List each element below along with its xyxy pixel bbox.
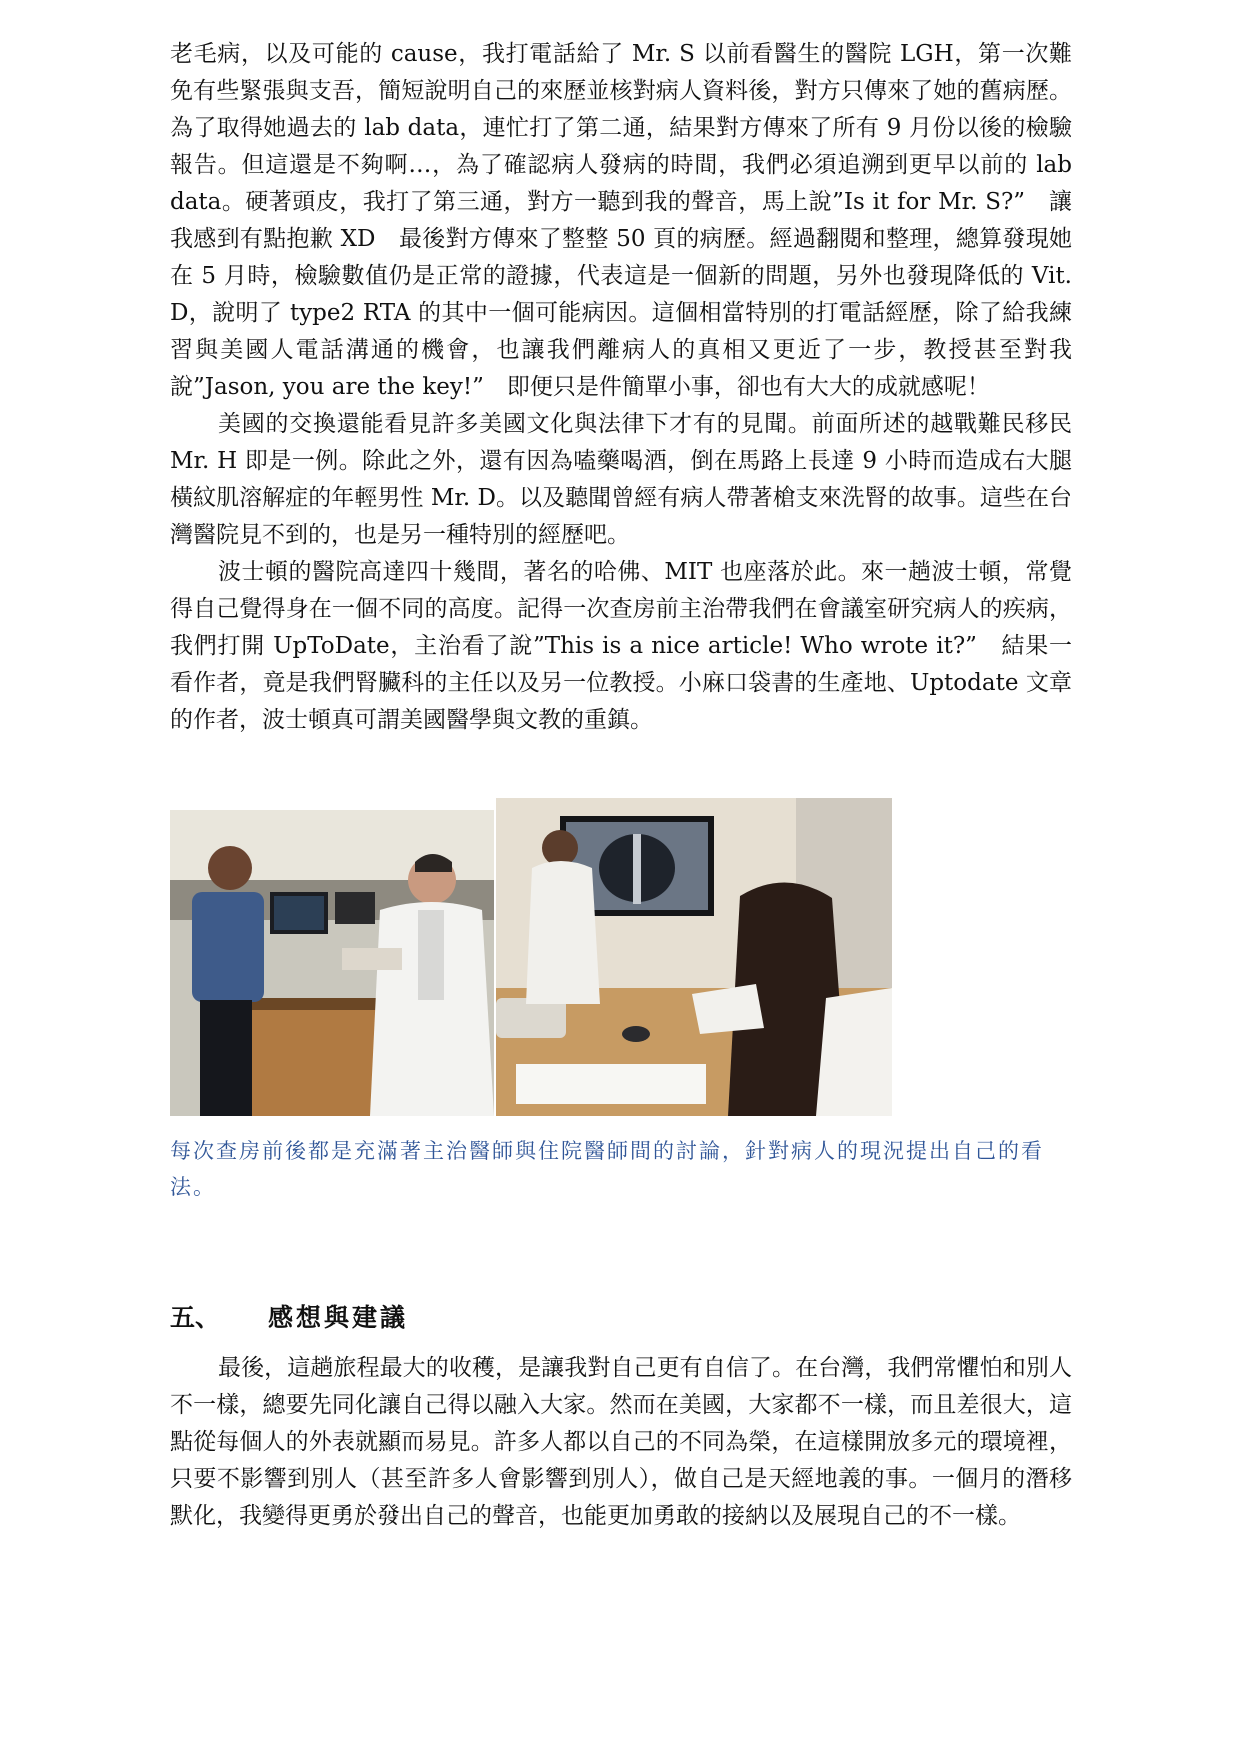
xray-review-photo (496, 798, 892, 1116)
paragraph-culture: 美國的交換還能看見許多美國文化與法律下才有的見聞。前面所述的越戰難民移民 Mr. H 即是一例。除此之外，還有因為嗑藥喝酒，倒在馬路上長達 9 小時而造成右大腿橫紋肌溶解症的年輕男性 Mr. D。以及聽聞曾經有病人帶著槍支來洗腎的故事。這些在台灣醫院見不到的，也是另一種特別的經歷吧。 (170, 411, 1072, 548)
section-heading (170, 1298, 408, 1334)
paragraph-phone-calls: 老毛病，以及可能的 cause，我打電話給了 Mr. S 以前看醫生的醫院 LGH，第一次難免有些緊張與支吾，簡短說明自己的來歷並核對病人資料後，對方只傳來了她的舊病歷。為了取得她過去的 lab data，連忙打了第二通，結果對方傳來了所有 9 月份以後的檢驗報告。但這還是不夠啊…，為了確認病人發病的時間，我們必須追溯到更早以前的 lab data。硬著頭皮，我打了第三通，對方一聽到我的聲音，馬上說”Is it for Mr. S?” 讓我感到有點抱歉 XD 最後對方傳來了整整 50 頁的病歷。經過翻閱和整理，總算發現她在 5 月時，檢驗數值仍是正常的證據，代表這是一個新的問題，另外也發現降低的 Vit. D，說明了 type2 RTA 的其中一個可能病因。這個相當特別的打電話經歷，除了給我練習與美國人電話溝通的機會，也讓我們離病人的真相又更近了一步，教授甚至對我說”Jason, you are the key!” 即便只是件簡單小事，卻也有大大的成就感呢！ (170, 41, 1072, 400)
section-number: 五、 (170, 1303, 221, 1332)
section-title: 感想與建議 (268, 1303, 409, 1332)
photo-row (170, 798, 892, 1116)
paragraph-conclusion: 最後，這趟旅程最大的收穫，是讓我對自己更有自信了。在台灣，我們常懼怕和別人不一樣，總要先同化讓自己得以融入大家。然而在美國，大家都不一樣，而且差很大，這點從每個人的外表就顯而易見。許多人都以自己的不同為榮，在這樣開放多元的環境裡，只要不影響到別人（甚至許多人會影響到別人），做自己是天經地義的事。一個月的潛移默化，我變得更勇於發出自己的聲音，也能更加勇敢的接納以及展現自己的不一樣。 (170, 1355, 1072, 1529)
paragraph-boston: 波士頓的醫院高達四十幾間，著名的哈佛、MIT 也座落於此。來一趟波士頓，常覺得自己覺得身在一個不同的高度。記得一次查房前主治帶我們在會議室研究病人的疾病，我們打開 UpToDate，主治看了說”This is a nice article! Who wrote it?” 結果一看作者，竟是我們腎臟科的主任以及另一位教授。小麻口袋書的生產地、Uptodate 文章的作者，波士頓真可謂美國醫學與文教的重鎮。 (170, 559, 1072, 733)
photo-caption: 每次查房前後都是充滿著主治醫師與住院醫師間的討論，針對病人的現況提出自己的看法。 (170, 1139, 1044, 1199)
body-text (170, 36, 1072, 739)
conclusion-text (170, 1350, 1072, 1535)
ward-discussion-photo (170, 810, 494, 1116)
